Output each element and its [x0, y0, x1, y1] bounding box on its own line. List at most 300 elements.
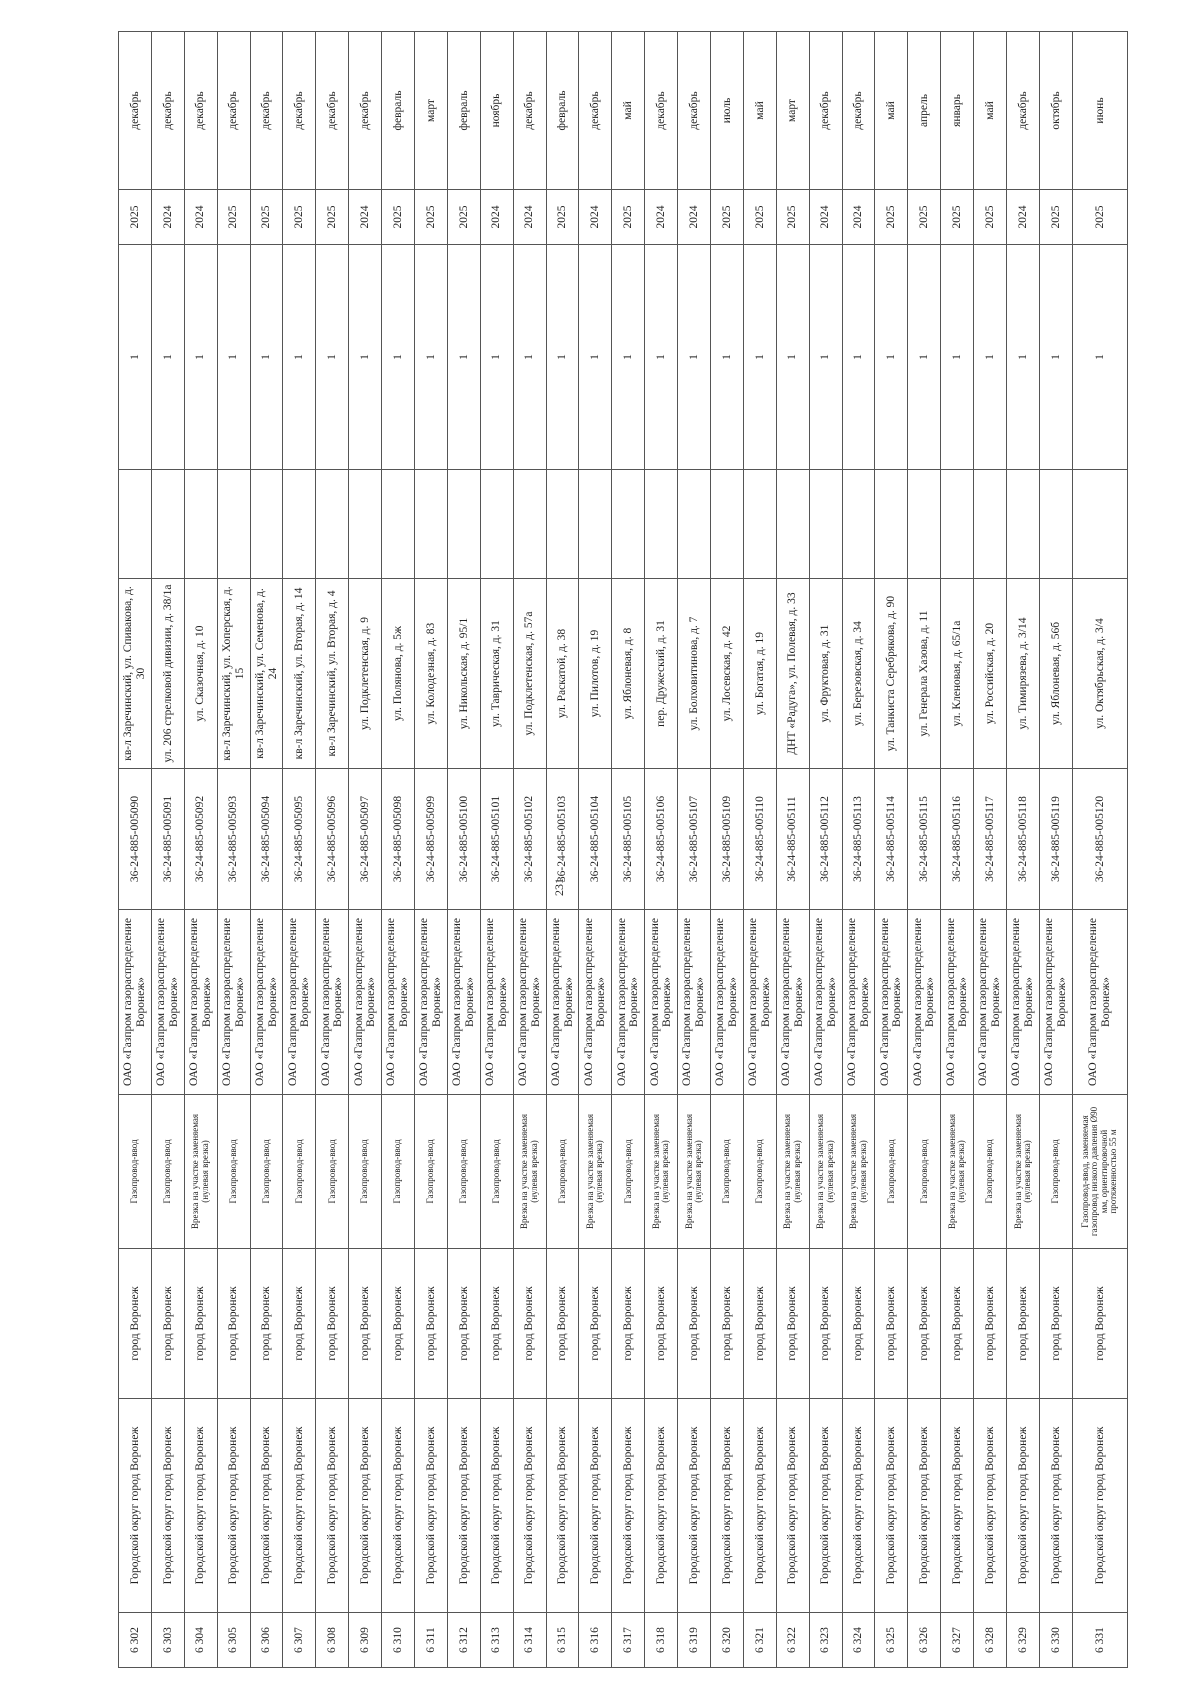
- table-row: [974, 32, 1007, 1668]
- year-cell: 2025: [283, 190, 316, 245]
- object-type-cell: Газопровод-ввод: [743, 1095, 776, 1249]
- address-cell: ул. Российская, д. 20: [974, 579, 1007, 769]
- year-cell: 2024: [513, 190, 546, 245]
- month-cell: апрель: [908, 32, 941, 190]
- district-cell: Городской округ город Воронеж: [1007, 1399, 1040, 1613]
- cadastral-code-cell: 36-24-885-005116: [941, 769, 974, 910]
- district-cell: Городской округ город Воронеж: [678, 1399, 711, 1613]
- table-row: [1072, 32, 1127, 1668]
- quantity-cell: 1: [908, 245, 941, 470]
- district-cell: Городской округ город Воронеж: [1039, 1399, 1072, 1613]
- table-row: [579, 32, 612, 1668]
- year-cell: 2025: [612, 190, 645, 245]
- cadastral-code-cell: 36-24-885-005095: [283, 769, 316, 910]
- district-cell: Городской округ город Воронеж: [974, 1399, 1007, 1613]
- address-cell: кв-л Заречинский, ул. Вторая, д. 14: [283, 579, 316, 769]
- table-row: [151, 32, 184, 1668]
- table-row: [875, 32, 908, 1668]
- year-cell: 2024: [480, 190, 513, 245]
- address-cell: ул. Яблоневая, д. 8: [612, 579, 645, 769]
- city-cell: город Воронеж: [349, 1249, 382, 1399]
- cadastral-code-cell: 36-24-885-005093: [217, 769, 250, 910]
- district-cell: Городской округ город Воронеж: [711, 1399, 744, 1613]
- row-number: 6 327: [941, 1613, 974, 1668]
- quantity-cell: 1: [513, 245, 546, 470]
- row-number: 6 316: [579, 1613, 612, 1668]
- row-number: 6 314: [513, 1613, 546, 1668]
- owner-cell: ОАО «Газпром газораспределение Воронеж»: [316, 910, 349, 1095]
- month-cell: декабрь: [579, 32, 612, 190]
- month-cell: декабрь: [645, 32, 678, 190]
- address-cell: ул. Кленовая, д. 65/1а: [941, 579, 974, 769]
- year-cell: 2025: [382, 190, 415, 245]
- city-cell: город Воронеж: [1039, 1249, 1072, 1399]
- quantity-cell: 1: [645, 245, 678, 470]
- year-cell: 2025: [974, 190, 1007, 245]
- table-row: [612, 32, 645, 1668]
- city-cell: город Воронеж: [941, 1249, 974, 1399]
- object-type-cell: Газопровод-ввод: [217, 1095, 250, 1249]
- cadastral-code-cell: 36-24-885-005111: [776, 769, 809, 910]
- object-type-cell: Газопровод-ввод: [908, 1095, 941, 1249]
- cadastral-code-cell: 36-24-885-005090: [119, 769, 152, 910]
- year-cell: 2025: [1039, 190, 1072, 245]
- cadastral-code-cell: 36-24-885-005103: [546, 769, 579, 910]
- quantity-cell: 1: [875, 245, 908, 470]
- district-cell: Городской округ город Воронеж: [842, 1399, 875, 1613]
- quantity-cell: 1: [711, 245, 744, 470]
- month-cell: май: [974, 32, 1007, 190]
- row-number: 6 326: [908, 1613, 941, 1668]
- month-cell: февраль: [382, 32, 415, 190]
- year-cell: 2025: [546, 190, 579, 245]
- year-cell: 2025: [941, 190, 974, 245]
- address-cell: ул. Сказочная, д. 10: [184, 579, 217, 769]
- address-cell: ул. Полянова, д. 5ж: [382, 579, 415, 769]
- row-number: 6 320: [711, 1613, 744, 1668]
- address-cell: кв-л Заречинский, ул. Вторая, д. 4: [316, 579, 349, 769]
- row-number: 6 315: [546, 1613, 579, 1668]
- city-cell: город Воронеж: [776, 1249, 809, 1399]
- object-type-cell: Газопровод-ввод: [382, 1095, 415, 1249]
- row-number: 6 328: [974, 1613, 1007, 1668]
- city-cell: город Воронеж: [579, 1249, 612, 1399]
- row-number: 6 330: [1039, 1613, 1072, 1668]
- empty-cell: [184, 470, 217, 579]
- owner-cell: ОАО «Газпром газораспределение Воронеж»: [612, 910, 645, 1095]
- quantity-cell: 1: [941, 245, 974, 470]
- table-row: [316, 32, 349, 1668]
- cadastral-code-cell: 36-24-885-005098: [382, 769, 415, 910]
- address-cell: кв-л Заречинский, ул. Спивакова, д. 30: [119, 579, 152, 769]
- empty-cell: [1072, 470, 1127, 579]
- object-type-cell: Газопровод-ввод: [447, 1095, 480, 1249]
- district-cell: Городской округ город Воронеж: [415, 1399, 448, 1613]
- owner-cell: ОАО «Газпром газораспределение Воронеж»: [184, 910, 217, 1095]
- page-number: 231: [552, 878, 566, 896]
- empty-cell: [217, 470, 250, 579]
- object-type-cell: Газопровод-ввод: [612, 1095, 645, 1249]
- owner-cell: ОАО «Газпром газораспределение Воронеж»: [842, 910, 875, 1095]
- quantity-cell: 1: [283, 245, 316, 470]
- quantity-cell: 1: [382, 245, 415, 470]
- empty-cell: [349, 470, 382, 579]
- quantity-cell: 1: [447, 245, 480, 470]
- owner-cell: ОАО «Газпром газораспределение Воронеж»: [743, 910, 776, 1095]
- empty-cell: [447, 470, 480, 579]
- empty-cell: [1039, 470, 1072, 579]
- city-cell: город Воронеж: [1072, 1249, 1127, 1399]
- owner-cell: ОАО «Газпром газораспределение Воронеж»: [1072, 910, 1127, 1095]
- row-number: 6 313: [480, 1613, 513, 1668]
- month-cell: май: [743, 32, 776, 190]
- quantity-cell: 1: [842, 245, 875, 470]
- table-row: [908, 32, 941, 1668]
- row-number: 6 308: [316, 1613, 349, 1668]
- quantity-cell: 1: [1039, 245, 1072, 470]
- month-cell: декабрь: [678, 32, 711, 190]
- registry-table: [118, 31, 1128, 1668]
- address-cell: ул. Богатая, д. 19: [743, 579, 776, 769]
- quantity-cell: 1: [151, 245, 184, 470]
- row-number: 6 305: [217, 1613, 250, 1668]
- empty-cell: [480, 470, 513, 579]
- district-cell: Городской округ город Воронеж: [151, 1399, 184, 1613]
- year-cell: 2025: [250, 190, 283, 245]
- month-cell: декабрь: [283, 32, 316, 190]
- object-type-cell: Врезка на участке заменяемая (нулевая врезка): [1007, 1095, 1040, 1249]
- year-cell: 2025: [776, 190, 809, 245]
- empty-cell: [1007, 470, 1040, 579]
- owner-cell: ОАО «Газпром газораспределение Воронеж»: [447, 910, 480, 1095]
- table-row: [217, 32, 250, 1668]
- empty-cell: [809, 470, 842, 579]
- owner-cell: ОАО «Газпром газораспределение Воронеж»: [250, 910, 283, 1095]
- month-cell: декабрь: [119, 32, 152, 190]
- row-number: 6 321: [743, 1613, 776, 1668]
- object-type-cell: Газопровод-ввод: [119, 1095, 152, 1249]
- district-cell: Городской округ город Воронеж: [184, 1399, 217, 1613]
- row-number: 6 317: [612, 1613, 645, 1668]
- quantity-cell: 1: [1007, 245, 1040, 470]
- object-type-cell: Газопровод-ввод: [974, 1095, 1007, 1249]
- owner-cell: ОАО «Газпром газораспределение Воронеж»: [579, 910, 612, 1095]
- month-cell: декабрь: [1007, 32, 1040, 190]
- district-cell: Городской округ город Воронеж: [776, 1399, 809, 1613]
- year-cell: 2025: [1072, 190, 1127, 245]
- quantity-cell: 1: [612, 245, 645, 470]
- empty-cell: [743, 470, 776, 579]
- object-type-cell: Газопровод-ввод: [546, 1095, 579, 1249]
- year-cell: 2024: [579, 190, 612, 245]
- address-cell: кв-л Заречинский, ул. Семенова, д. 24: [250, 579, 283, 769]
- year-cell: 2024: [809, 190, 842, 245]
- quantity-cell: 1: [250, 245, 283, 470]
- empty-cell: [974, 470, 1007, 579]
- city-cell: город Воронеж: [809, 1249, 842, 1399]
- address-cell: ул. Раскатой, д. 38: [546, 579, 579, 769]
- cadastral-code-cell: 36-24-885-005092: [184, 769, 217, 910]
- quantity-cell: 1: [809, 245, 842, 470]
- object-type-cell: Врезка на участке заменяемая (нулевая врезка): [842, 1095, 875, 1249]
- object-type-cell: Врезка на участке заменяемая (нулевая врезка): [645, 1095, 678, 1249]
- owner-cell: ОАО «Газпром газораспределение Воронеж»: [776, 910, 809, 1095]
- address-cell: ул. Лосевская, д. 42: [711, 579, 744, 769]
- table-row: [809, 32, 842, 1668]
- year-cell: 2024: [1007, 190, 1040, 245]
- row-number: 6 331: [1072, 1613, 1127, 1668]
- object-type-cell: Газопровод-ввод, заменяемая газопровод низкого давления Ø90 мм, ориентировочной протяженностью 55 м: [1072, 1095, 1127, 1249]
- row-number: 6 302: [119, 1613, 152, 1668]
- object-type-cell: Газопровод-ввод: [250, 1095, 283, 1249]
- month-cell: май: [612, 32, 645, 190]
- month-cell: март: [776, 32, 809, 190]
- address-cell: ДНТ «Радуга», ул. Полевая, д. 33: [776, 579, 809, 769]
- city-cell: город Воронеж: [908, 1249, 941, 1399]
- district-cell: Городской округ город Воронеж: [250, 1399, 283, 1613]
- district-cell: Городской округ город Воронеж: [546, 1399, 579, 1613]
- object-type-cell: Врезка на участке заменяемая (нулевая врезка): [513, 1095, 546, 1249]
- month-cell: декабрь: [842, 32, 875, 190]
- city-cell: город Воронеж: [316, 1249, 349, 1399]
- address-cell: пер. Дружеский, д. 31: [645, 579, 678, 769]
- table-row: [513, 32, 546, 1668]
- owner-cell: ОАО «Газпром газораспределение Воронеж»: [283, 910, 316, 1095]
- month-cell: октябрь: [1039, 32, 1072, 190]
- year-cell: 2025: [316, 190, 349, 245]
- object-type-cell: Газопровод-ввод: [316, 1095, 349, 1249]
- year-cell: 2025: [711, 190, 744, 245]
- quantity-cell: 1: [1072, 245, 1127, 470]
- table-row: [711, 32, 744, 1668]
- district-cell: Городской округ город Воронеж: [316, 1399, 349, 1613]
- object-type-cell: Врезка на участке заменяемая (нулевая врезка): [941, 1095, 974, 1249]
- row-number: 6 322: [776, 1613, 809, 1668]
- address-cell: ул. Яблоневая, д. 56б: [1039, 579, 1072, 769]
- quantity-cell: 1: [776, 245, 809, 470]
- cadastral-code-cell: 36-24-885-005114: [875, 769, 908, 910]
- table-row: [447, 32, 480, 1668]
- cadastral-code-cell: 36-24-885-005113: [842, 769, 875, 910]
- empty-cell: [842, 470, 875, 579]
- district-cell: Городской округ город Воронеж: [283, 1399, 316, 1613]
- cadastral-code-cell: 36-24-885-005104: [579, 769, 612, 910]
- city-cell: город Воронеж: [217, 1249, 250, 1399]
- owner-cell: ОАО «Газпром газораспределение Воронеж»: [1039, 910, 1072, 1095]
- district-cell: Городской округ город Воронеж: [513, 1399, 546, 1613]
- address-cell: ул. Подклетенская, д. 57а: [513, 579, 546, 769]
- district-cell: Городской округ город Воронеж: [809, 1399, 842, 1613]
- table-row: [119, 32, 152, 1668]
- row-number: 6 312: [447, 1613, 480, 1668]
- city-cell: город Воронеж: [283, 1249, 316, 1399]
- owner-cell: ОАО «Газпром газораспределение Воронеж»: [480, 910, 513, 1095]
- quantity-cell: 1: [678, 245, 711, 470]
- address-cell: ул. Подклетенская, д. 9: [349, 579, 382, 769]
- object-type-cell: Газопровод-ввод: [480, 1095, 513, 1249]
- month-cell: май: [875, 32, 908, 190]
- cadastral-code-cell: 36-24-885-005112: [809, 769, 842, 910]
- cadastral-code-cell: 36-24-885-005120: [1072, 769, 1127, 910]
- year-cell: 2025: [415, 190, 448, 245]
- table-row: [382, 32, 415, 1668]
- empty-cell: [645, 470, 678, 579]
- quantity-cell: 1: [217, 245, 250, 470]
- district-cell: Городской округ город Воронеж: [119, 1399, 152, 1613]
- empty-cell: [382, 470, 415, 579]
- row-number: 6 309: [349, 1613, 382, 1668]
- address-cell: ул. Березовская, д. 34: [842, 579, 875, 769]
- row-number: 6 319: [678, 1613, 711, 1668]
- owner-cell: ОАО «Газпром газораспределение Воронеж»: [1007, 910, 1040, 1095]
- district-cell: Городской округ город Воронеж: [743, 1399, 776, 1613]
- table-row: [546, 32, 579, 1668]
- quantity-cell: 1: [974, 245, 1007, 470]
- row-number: 6 307: [283, 1613, 316, 1668]
- month-cell: ноябрь: [480, 32, 513, 190]
- month-cell: декабрь: [184, 32, 217, 190]
- quantity-cell: 1: [546, 245, 579, 470]
- object-type-cell: Газопровод-ввод: [283, 1095, 316, 1249]
- empty-cell: [678, 470, 711, 579]
- year-cell: 2025: [119, 190, 152, 245]
- cadastral-code-cell: 36-24-885-005107: [678, 769, 711, 910]
- city-cell: город Воронеж: [250, 1249, 283, 1399]
- city-cell: город Воронеж: [743, 1249, 776, 1399]
- month-cell: декабрь: [809, 32, 842, 190]
- empty-cell: [776, 470, 809, 579]
- address-cell: ул. Танкиста Серебрякова, д. 90: [875, 579, 908, 769]
- empty-cell: [579, 470, 612, 579]
- district-cell: Городской округ город Воронеж: [217, 1399, 250, 1613]
- city-cell: город Воронеж: [546, 1249, 579, 1399]
- district-cell: Городской округ город Воронеж: [1072, 1399, 1127, 1613]
- address-cell: ул. Таврическая, д. 31: [480, 579, 513, 769]
- city-cell: город Воронеж: [645, 1249, 678, 1399]
- owner-cell: ОАО «Газпром газораспределение Воронеж»: [678, 910, 711, 1095]
- row-number: 6 323: [809, 1613, 842, 1668]
- district-cell: Городской округ город Воронеж: [941, 1399, 974, 1613]
- quantity-cell: 1: [349, 245, 382, 470]
- year-cell: 2025: [875, 190, 908, 245]
- empty-cell: [546, 470, 579, 579]
- object-type-cell: Газопровод-ввод: [875, 1095, 908, 1249]
- city-cell: город Воронеж: [974, 1249, 1007, 1399]
- year-cell: 2024: [645, 190, 678, 245]
- owner-cell: ОАО «Газпром газораспределение Воронеж»: [415, 910, 448, 1095]
- owner-cell: ОАО «Газпром газораспределение Воронеж»: [546, 910, 579, 1095]
- cadastral-code-cell: 36-24-885-005117: [974, 769, 1007, 910]
- year-cell: 2024: [184, 190, 217, 245]
- row-number: 6 329: [1007, 1613, 1040, 1668]
- owner-cell: ОАО «Газпром газораспределение Воронеж»: [119, 910, 152, 1095]
- owner-cell: ОАО «Газпром газораспределение Воронеж»: [349, 910, 382, 1095]
- empty-cell: [711, 470, 744, 579]
- address-cell: ул. Пилотов, д. 19: [579, 579, 612, 769]
- cadastral-code-cell: 36-24-885-005119: [1039, 769, 1072, 910]
- owner-cell: ОАО «Газпром газораспределение Воронеж»: [151, 910, 184, 1095]
- city-cell: город Воронеж: [678, 1249, 711, 1399]
- owner-cell: ОАО «Газпром газораспределение Воронеж»: [941, 910, 974, 1095]
- empty-cell: [250, 470, 283, 579]
- owner-cell: ОАО «Газпром газораспределение Воронеж»: [645, 910, 678, 1095]
- month-cell: февраль: [447, 32, 480, 190]
- city-cell: город Воронеж: [382, 1249, 415, 1399]
- address-cell: ул. Колодезная, д. 83: [415, 579, 448, 769]
- cadastral-code-cell: 36-24-885-005105: [612, 769, 645, 910]
- city-cell: город Воронеж: [415, 1249, 448, 1399]
- empty-cell: [151, 470, 184, 579]
- district-cell: Городской округ город Воронеж: [645, 1399, 678, 1613]
- district-cell: Городской округ город Воронеж: [447, 1399, 480, 1613]
- quantity-cell: 1: [184, 245, 217, 470]
- year-cell: 2024: [678, 190, 711, 245]
- month-cell: июнь: [1072, 32, 1127, 190]
- table-row: [743, 32, 776, 1668]
- year-cell: 2025: [743, 190, 776, 245]
- month-cell: декабрь: [217, 32, 250, 190]
- table-row: [842, 32, 875, 1668]
- quantity-cell: 1: [415, 245, 448, 470]
- row-number: 6 304: [184, 1613, 217, 1668]
- table-row: [1039, 32, 1072, 1668]
- cadastral-code-cell: 36-24-885-005115: [908, 769, 941, 910]
- object-type-cell: Врезка на участке заменяемая (нулевая врезка): [184, 1095, 217, 1249]
- owner-cell: ОАО «Газпром газораспределение Воронеж»: [875, 910, 908, 1095]
- month-cell: январь: [941, 32, 974, 190]
- empty-cell: [513, 470, 546, 579]
- month-cell: декабрь: [151, 32, 184, 190]
- quantity-cell: 1: [743, 245, 776, 470]
- owner-cell: ОАО «Газпром газораспределение Воронеж»: [809, 910, 842, 1095]
- row-number: 6 318: [645, 1613, 678, 1668]
- quantity-cell: 1: [480, 245, 513, 470]
- city-cell: город Воронеж: [842, 1249, 875, 1399]
- cadastral-code-cell: 36-24-885-005101: [480, 769, 513, 910]
- address-cell: ул. Никольская, д. 95/1: [447, 579, 480, 769]
- city-cell: город Воронеж: [184, 1249, 217, 1399]
- table-row: [184, 32, 217, 1668]
- district-cell: Городской округ город Воронеж: [908, 1399, 941, 1613]
- cadastral-code-cell: 36-24-885-005106: [645, 769, 678, 910]
- table-row: [349, 32, 382, 1668]
- district-cell: Городской округ город Воронеж: [579, 1399, 612, 1613]
- object-type-cell: Врезка на участке заменяемая (нулевая врезка): [678, 1095, 711, 1249]
- district-cell: Городской округ город Воронеж: [349, 1399, 382, 1613]
- table-row: [1007, 32, 1040, 1668]
- object-type-cell: Врезка на участке заменяемая (нулевая врезка): [809, 1095, 842, 1249]
- city-cell: город Воронеж: [151, 1249, 184, 1399]
- city-cell: город Воронеж: [711, 1249, 744, 1399]
- month-cell: февраль: [546, 32, 579, 190]
- table-row: [645, 32, 678, 1668]
- cadastral-code-cell: 36-24-885-005094: [250, 769, 283, 910]
- row-number: 6 303: [151, 1613, 184, 1668]
- district-cell: Городской округ город Воронеж: [612, 1399, 645, 1613]
- row-number: 6 311: [415, 1613, 448, 1668]
- table-wrapper: [118, 32, 1128, 1668]
- empty-cell: [941, 470, 974, 579]
- city-cell: город Воронеж: [119, 1249, 152, 1399]
- cadastral-code-cell: 36-24-885-005097: [349, 769, 382, 910]
- table-row: [250, 32, 283, 1668]
- address-cell: ул. Болховитинова, д. 7: [678, 579, 711, 769]
- table-row: [776, 32, 809, 1668]
- empty-cell: [316, 470, 349, 579]
- empty-cell: [119, 470, 152, 579]
- object-type-cell: Врезка на участке заменяемая (нулевая врезка): [776, 1095, 809, 1249]
- city-cell: город Воронеж: [447, 1249, 480, 1399]
